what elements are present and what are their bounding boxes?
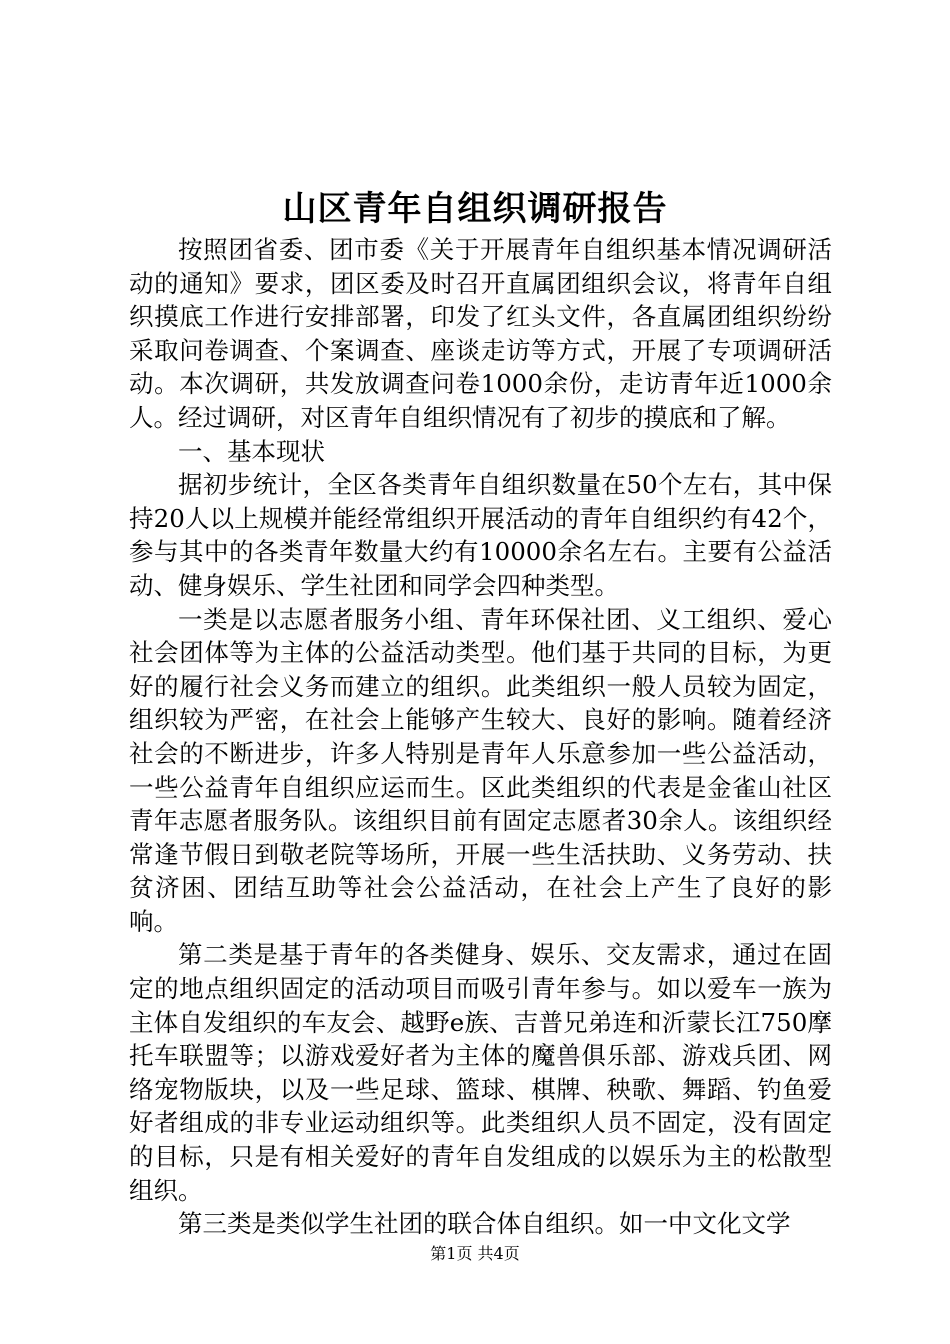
paragraph-type-three: 第三类是类似学生社团的联合体自组织。如一中文化文学 xyxy=(178,1209,791,1239)
paragraph-type-two: 第二类是基于青年的各类健身、娱乐、交友需求，通过在固定的地点组织固定的活动项目而吸引青年参与。如以爱车一族为主体自发组织的车友会、越野e族、吉普兄弟连和沂蒙长江750摩托车联盟等；以游戏爱好者为主体的魔兽俱乐部、游戏兵团、网络宠物版块，以及一些足球、篮球、棋牌、秧歌、舞蹈、钓鱼爱好者组成的非专业运动组织等。此类组织人员不固定，没有固定的目标，只是有相关爱好的青年自发组成的以娱乐为主的松散型组织。 xyxy=(129,940,832,1205)
document-title: 山区青年自组织调研报告 xyxy=(282,189,668,229)
paragraph-statistics: 据初步统计，全区各类青年自组织数量在50个左右，其中保持20人以上规模并能经常组织开展活动的青年自组织约有42个，参与其中的各类青年数量大约有10000余名左右。主要有公益活动、健身娱乐、学生社团和同学会四种类型。 xyxy=(129,470,832,600)
paragraph-intro: 按照团省委、团市委《关于开展青年自组织基本情况调研活动的通知》要求，团区委及时召开直属团组织会议，将青年自组织摸底工作进行安排部署，印发了红头文件，各直属团组织纷纷采取问卷调查、个案调查、座谈走访等方式，开展了专项调研活动。本次调研，共发放调查问卷1000余份，走访青年近1000余人。经过调研，对区青年自组织情况有了初步的摸底和了解。 xyxy=(129,235,832,432)
section-heading-basic-status: 一、基本现状 xyxy=(178,436,325,466)
page-number-footer: 第1页 共4页 xyxy=(430,1244,520,1263)
document-body xyxy=(129,233,832,1241)
paragraph-type-one: 一类是以志愿者服务小组、青年环保社团、义工组织、爱心社会团体等为主体的公益活动类型。他们基于共同的目标，为更好的履行社会义务而建立的组织。此类组织一般人员较为固定，组织较为严密，在社会上能够产生较大、良好的影响。随着经济社会的不断进步，许多人特别是青年人乐意参加一些公益活动，一些公益青年自组织应运而生。区此类组织的代表是金雀山社区青年志愿者服务队。该组织目前有固定志愿者30余人。该组织经常逢节假日到敬老院等场所，开展一些生活扶助、义务劳动、扶贫济困、团结互助等社会公益活动，在社会上产生了良好的影响。 xyxy=(129,604,832,936)
